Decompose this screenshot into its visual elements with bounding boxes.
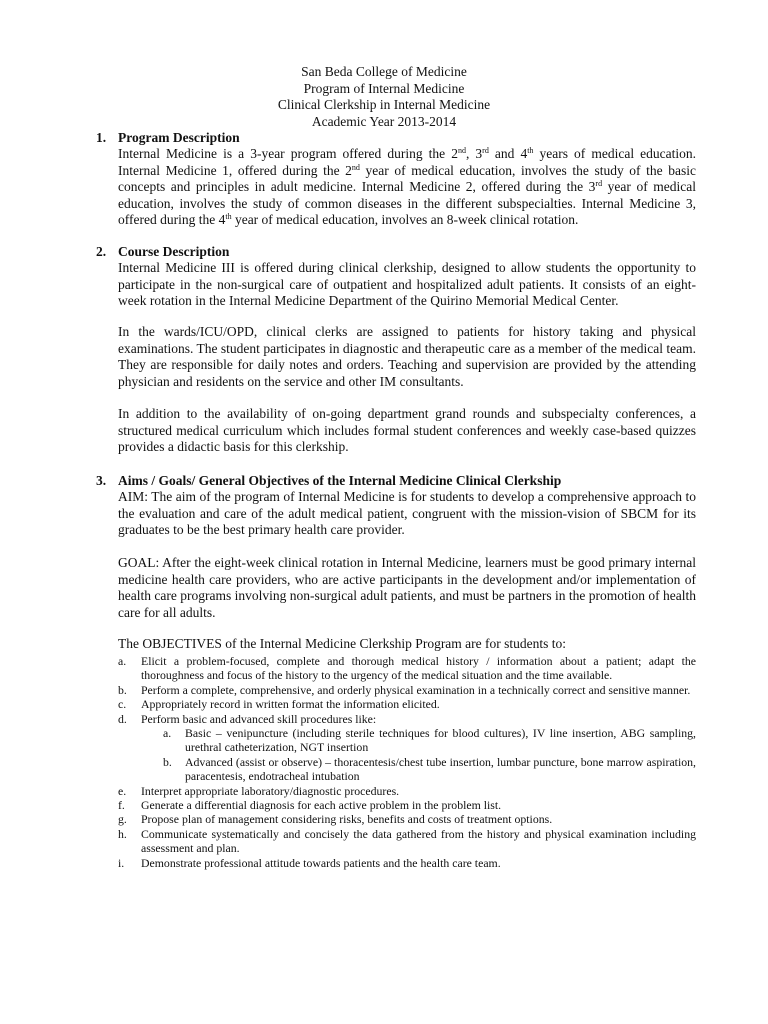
section-number: 1.	[96, 130, 107, 145]
list-item: b. Perform a complete, comprehensive, and orderly physical examination in a technically correct and sensitive manner.	[118, 682, 691, 697]
list-item: e. Interpret appropriate laboratory/diagnostic procedures.	[118, 783, 400, 798]
section-2-heading	[96, 244, 229, 260]
list-item: c. Appropriately record in written format the information elicited.	[118, 697, 440, 712]
sub-list-item: a. Basic – venipuncture (including sterile techniques for blood cultures), IV line insertion, ABG sampling, urethral catheterization, NGT insertion	[163, 726, 696, 755]
academic-year: Academic Year 2013-2014	[311, 113, 457, 129]
goal-paragraph: GOAL: After the eight-week clinical rotation in Internal Medicine, learners must be good primary internal medicine health care providers, who are active participants in the development and/or implementation of health care programs involving non-surgical adult patients, and must be partners in the promotion of health care for all adults.	[118, 555, 696, 620]
clerkship-title: Clinical Clerkship in Internal Medicine	[277, 97, 491, 112]
section-title: Program Description	[118, 130, 240, 145]
institution-name: San Beda College of Medicine	[301, 64, 467, 79]
conferences-paragraph: In addition to the availability of on-going department grand rounds and subspecialty conferences, a structured medical curriculum which includes formal student conferences and weekly case-based quizzes provides a didactic basis for this clerkship.	[118, 406, 696, 454]
list-item: g. Propose plan of management considering risks, benefits and costs of treatment options.	[118, 812, 553, 827]
aim-paragraph: AIM: The aim of the program of Internal Medicine is for students to develop a comprehensive approach to the evaluation and care of the adult medical patient, congruent with the mission-vision of SBCM for its graduates to be the best primary health care provider.	[118, 489, 696, 537]
program-description-paragraph: Internal Medicine is a 3-year program offered during the 2nd, 3rd and 4th years of medical education. Internal Medicine 1, offered during the 2nd year of medical education, involves the study of the basic concepts and principles in adult medicine. Internal Medicine 2, offered during the 3rd year of medical education, involves the study of common diseases in the different subspecialties. Internal Medicine 3, offered during the 4th year of medical education, involves an 8-week clinical rotation.	[118, 146, 697, 227]
objectives-intro: The OBJECTIVES of the Internal Medicine Clerkship Program are for students to:	[118, 636, 567, 651]
wards-paragraph: In the wards/ICU/OPD, clinical clerks are assigned to patients for history taking and physical examinations. The student participates in diagnostic and therapeutic care as a member of the medical team. They are responsible for daily notes and orders. Teaching and supervision are provided by the attending physician and residents on the service and other IM consultants.	[118, 324, 696, 389]
section-number: 2.	[96, 244, 107, 259]
section-3-heading	[96, 473, 561, 489]
document-header	[0, 64, 768, 130]
course-description-paragraph: Internal Medicine III is offered during clinical clerkship, designed to allow students the opportunity to participate in the non-surgical care of outpatient and hospitalized adult patients. It consists of an eight-week rotation in the Internal Medicine Department of the Quirino Memorial Medical Center.	[118, 260, 696, 308]
list-item: i. Demonstrate professional attitude towards patients and the health care team.	[118, 855, 501, 870]
section-1-heading	[96, 130, 240, 146]
section-title: Course Description	[118, 244, 230, 259]
list-item: d. Perform basic and advanced skill procedures like:	[118, 711, 377, 726]
section-number: 3.	[96, 473, 107, 488]
list-item: a. Elicit a problem-focused, complete and thorough medical history / information about a patient; adapt the thoroughness and focus of the history to the urgency of the medical situation and the time available.	[118, 654, 696, 683]
list-item: h. Communicate systematically and concisely the data gathered from the history and physical examination including assessment and plan.	[118, 826, 696, 856]
program-name: Program of Internal Medicine	[303, 80, 465, 96]
objectives-list	[118, 654, 696, 870]
section-title: Aims / Goals/ General Objectives of the Internal Medicine Clinical Clerkship	[118, 473, 562, 488]
list-item: f. Generate a differential diagnosis for each active problem in the problem list.	[118, 798, 502, 813]
sub-list-item: b. Advanced (assist or observe) – thoracentesis/chest tube insertion, lumbar puncture, bone marrow aspiration, paracentesis, endotracheal intubation	[163, 754, 696, 784]
